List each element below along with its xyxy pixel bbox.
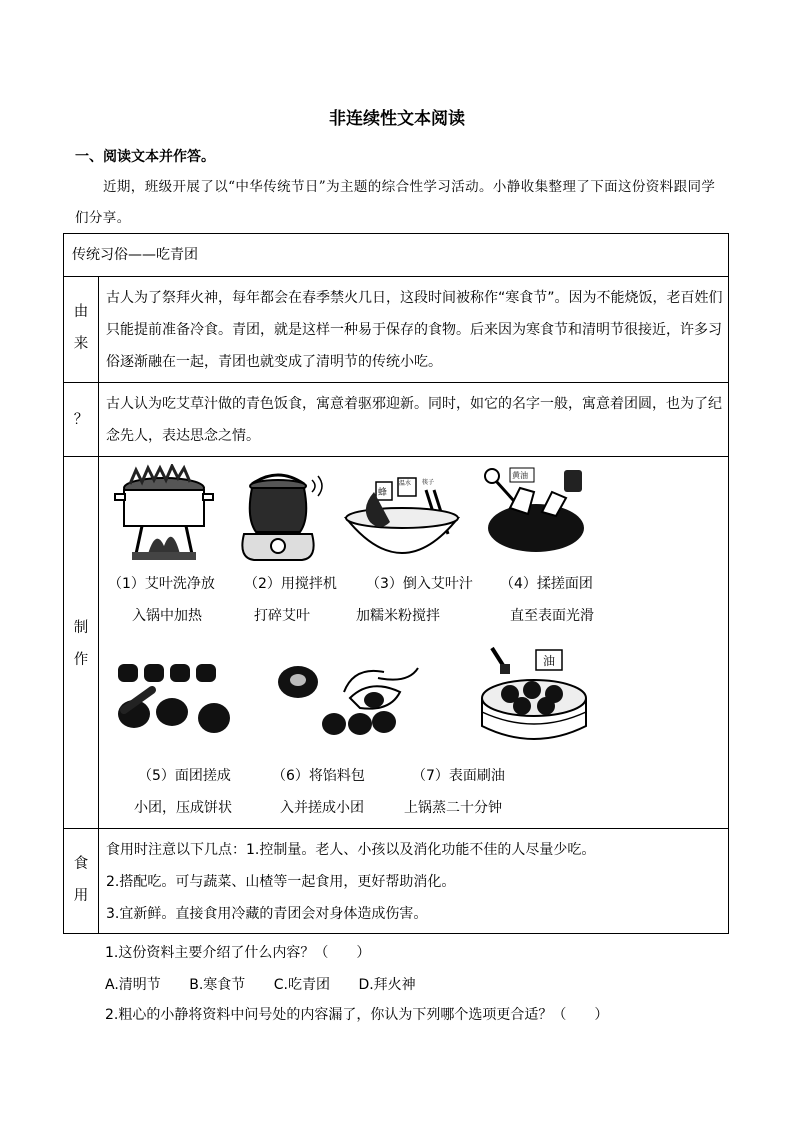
row-label-making-2: 作 [73,652,89,668]
step-5-line1: （5）面团搓成 [138,768,231,784]
step-2-line2: 打碎艾叶 [254,608,310,624]
meaning-text: 古人认为吃艾草汁做的青色饭食，寓意着驱邪迎新。同时，如它的名字一般，寓意着团圆，也为了纪念先人，表达思念之情。 [106,396,722,444]
row-label-making-1: 制 [73,620,89,636]
step-3-line2: 加糯米粉搅拌 [356,608,440,624]
table-header: 传统习俗——吃青团 [72,247,198,263]
table-rule [64,382,728,383]
step-3-line1: （3）倒入艾叶汁 [366,576,473,592]
origin-text: 古人为了祭拜火神，每年都会在春季禁火几日，这段时间被称作“寒食节”。因为不能烧饭，老百姓们只能提前准备冷食。青团，就是这样一种易于保存的食物。后来因为寒食节和清明节很接近，许多习俗逐渐融在一起，青团也就变成了清明节的传统小吃。 [106,290,723,370]
section-heading: 一、阅读文本并作答。 [75,149,215,165]
butter-tag: 黄油 [512,471,528,480]
question-1: 1.这份资料主要介绍了什么内容？（ ） [105,945,371,961]
water-tag: 温水 [399,480,412,487]
page-title: 非连续性文本阅读 [329,109,465,129]
option-b[interactable]: B.寒食节 [189,977,246,993]
table-rule [64,276,728,277]
kneading-dough-illustration [480,466,592,564]
step-4-line1: （4）揉搓面团 [500,576,593,592]
pot-on-fire-illustration [112,464,216,564]
step-7-line2: 上锅蒸二十分钟 [404,800,502,816]
eating-line-1: 食用时注意以下几点：1.控制量。老人、小孩以及消化功能不佳的人尽量少吃。 [106,842,596,858]
intro-paragraph: 近期，班级开展了以“中华传统节日”为主题的综合性学习活动。小静收集整理了下面这份资料跟同学们分享。 [75,179,716,226]
step-4-line2: 直至表面光滑 [510,608,594,624]
option-a[interactable]: A.清明节 [105,977,161,993]
step-1-line2: 入锅中加热 [132,608,202,624]
wrapping-filling-illustration [274,658,424,744]
chopsticks-tag: 筷子 [422,479,435,486]
option-c[interactable]: C.吃青团 [273,977,330,993]
row-label-origin-1: 由 [73,304,89,320]
step-1-line1: （1）艾叶洗净放 [108,576,215,592]
table-rule [64,456,728,457]
table-column-rule [98,276,99,934]
table-rule [64,828,728,829]
row-label-eating-2: 用 [73,888,89,904]
step-6-line1: （6）将馅料包 [272,768,365,784]
mixing-bowl-illustration [340,470,480,564]
dough-discs-illustration [114,660,234,744]
eating-line-2: 2.搭配吃。可与蔬菜、山楂等一起食用，更好帮助消化。 [106,874,456,890]
option-d[interactable]: D.拜火神 [358,977,416,993]
row-label-meaning: ？ [73,412,89,428]
row-label-origin-2: 来 [73,336,89,352]
question-1-options [105,974,440,994]
steamer-illustration [474,642,594,746]
row-label-eating-1: 食 [73,856,89,872]
step-2-line1: （2）用搅拌机 [244,576,337,592]
question-2: 2.粗心的小静将资料中问号处的内容漏了，你认为下列哪个选项更合适？（ ） [105,1007,609,1023]
info-table [63,233,729,934]
oil-tag: 油 [543,654,556,668]
blender-illustration [230,472,326,564]
step-7-line1: （7）表面刷油 [412,768,505,784]
step-6-line2: 入并搓成小团 [280,800,364,816]
honey-tag: 蜂 [378,488,388,498]
eating-line-3: 3.宜新鲜。直接食用冷藏的青团会对身体造成伤害。 [106,906,428,922]
step-5-line2: 小团，压成饼状 [134,800,232,816]
